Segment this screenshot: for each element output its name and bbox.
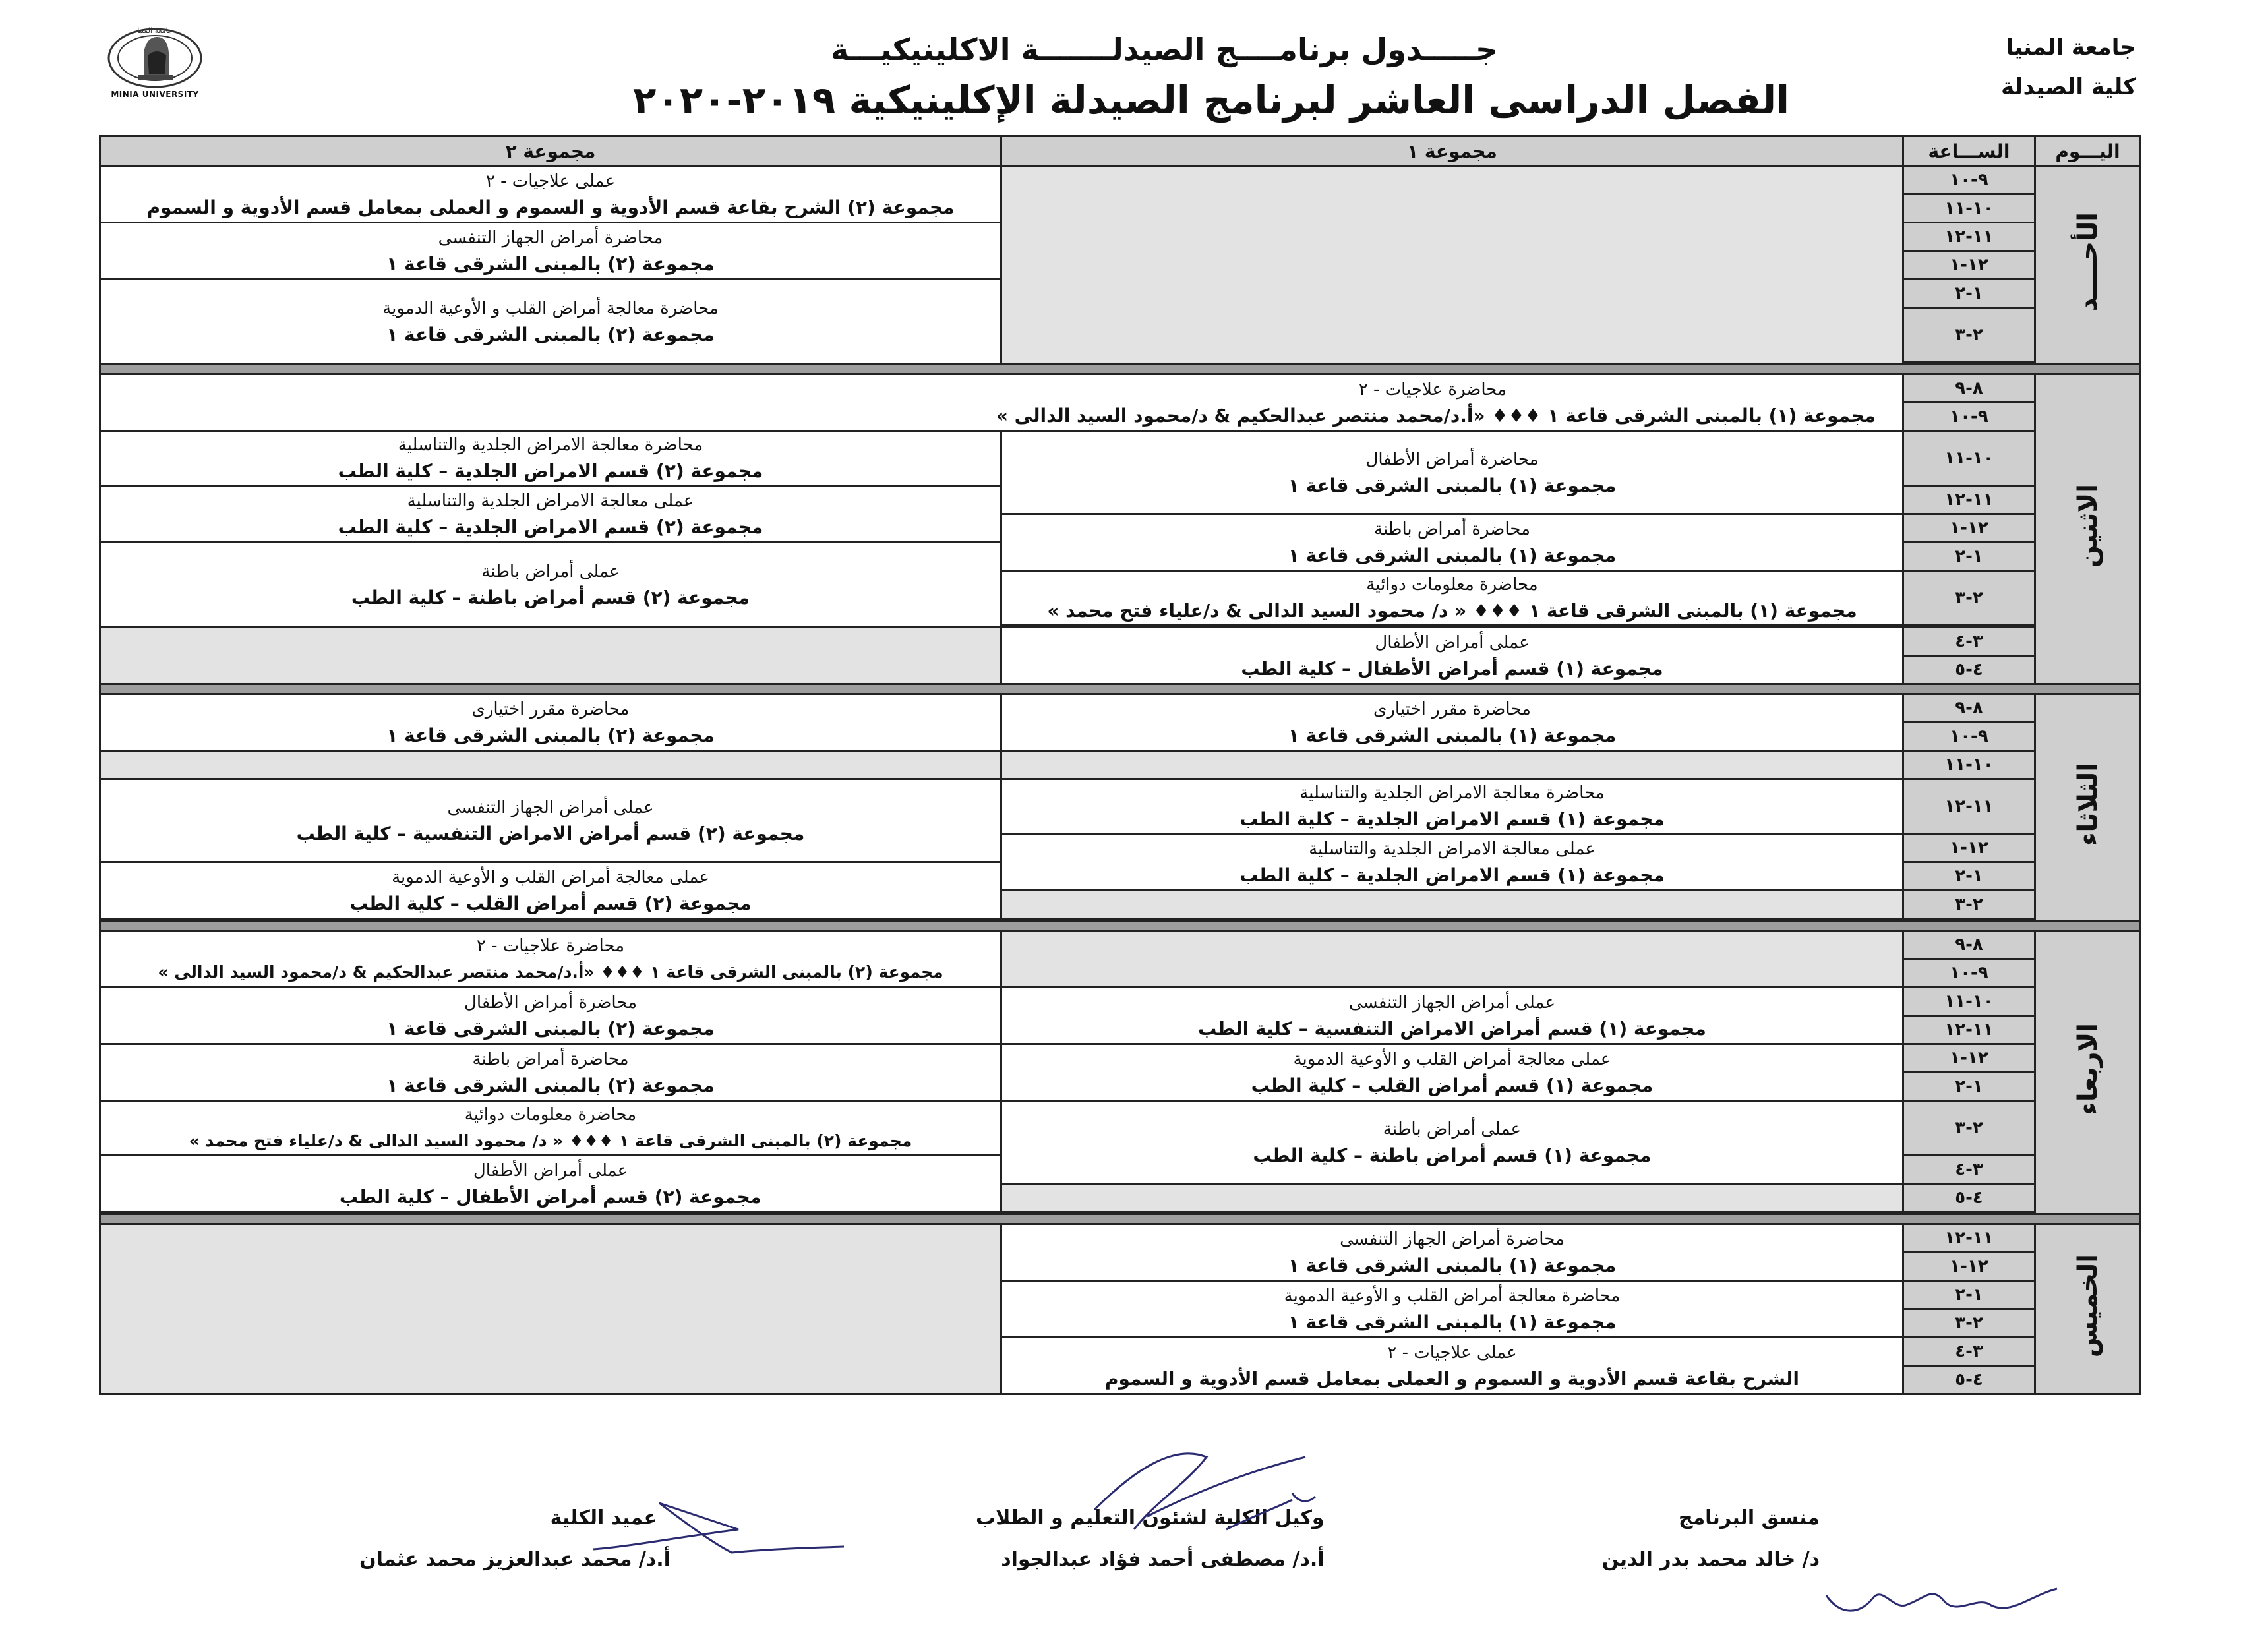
hour-cell: ٢-٣ (1903, 891, 2035, 919)
schedule-table (99, 135, 2141, 1395)
session-title: محاضرة مقرر اختيارى (471, 699, 630, 719)
session-detail: مجموعة (٢) قسم أمراض الامراض التنفسية – كلية الطب (296, 822, 805, 845)
table-row (100, 1224, 2141, 1253)
cell-empty (1001, 931, 1903, 988)
session-title: محاضرة معالجة أمراض القلب و الأوعية الدموية (1284, 1286, 1621, 1306)
hour-cell: ٩-١٠ (1903, 959, 2035, 988)
hour-cell: ٢-٣ (1903, 1101, 2035, 1156)
dean-name: أ.د/ محمد عبدالعزيز محمد عثمان (359, 1548, 671, 1571)
hour-cell: ٢-٣ (1903, 308, 2035, 363)
table-row (100, 628, 2141, 656)
session-title: محاضرة علاجيات - ٢ (1358, 379, 1507, 400)
session-cell (1001, 1044, 1903, 1101)
cell-empty (1001, 1184, 1903, 1212)
table-row (100, 374, 2141, 403)
session-detail: مجموعة (١) بالمبنى الشرقى قاعة ١ (1288, 474, 1617, 496)
session-detail: مجموعة (٢) بالمبنى الشرقى قاعة ١ (386, 1074, 715, 1096)
day-wednesday: الاربعاء (2035, 931, 2141, 1214)
session-title: عملى أمراض الجهاز التنفسى (447, 797, 654, 817)
session-title: محاضرة معلومات دوائية (1366, 575, 1538, 595)
session-detail: مجموعة (١) بالمبنى الشرقى قاعة ١ (1288, 1311, 1617, 1333)
session-detail: مجموعة (٢) قسم أمراض الأطفال – كلية الطب (339, 1185, 762, 1208)
table-row (100, 931, 2141, 959)
session-detail: مجموعة (١) قسم الامراض الجلدية – كلية الطب (1239, 864, 1665, 886)
document-subtitle: الفصل الدراسى العاشر لبرنامج الصيدلة الإكلينيكية ٢٠١٩-٢٠٢٠ (633, 78, 1790, 123)
logo-arabic-text: جامعة المنيا (137, 26, 173, 35)
session-cell (100, 431, 1001, 486)
hour-cell: ٣-٤ (1903, 1338, 2035, 1366)
session-title: عملى معالجة أمراض القلب و الأوعية الدموية (392, 867, 709, 887)
session-detail: مجموعة (١) قسم أمراض القلب – كلية الطب (1251, 1074, 1654, 1096)
vice-dean-signature-block (976, 1506, 1325, 1571)
vice-dean-name: أ.د/ مصطفى أحمد فؤاد عبدالجواد (1001, 1548, 1325, 1571)
session-cell (100, 1156, 1001, 1212)
coordinator-name: د/ خالد محمد بدر الدين (1601, 1548, 1820, 1571)
session-cell (100, 166, 1001, 223)
session-detail: مجموعة (٢) قسم الامراض الجلدية – كلية الطب (338, 460, 763, 482)
session-title: عملى أمراض الأطفال (1375, 632, 1530, 653)
hour-cell: ١-٢ (1903, 1281, 2035, 1309)
session-detail: مجموعة (٢) بالمبنى الشرقى قاعة ١ (386, 724, 715, 746)
session-title: محاضرة علاجيات - ٢ (476, 935, 625, 956)
hour-cell: ١١-١٢ (1903, 486, 2035, 514)
day-separator (100, 365, 2141, 374)
header-day: اليـــوم (2035, 136, 2141, 166)
hour-cell: ٣-٤ (1903, 628, 2035, 656)
hour-cell: ٩-١٠ (1903, 403, 2035, 431)
session-title: محاضرة أمراض باطنة (1374, 519, 1530, 539)
hour-cell: ١٢-١ (1903, 251, 2035, 280)
session-detail: مجموعة (١) قسم أمراض باطنة – كلية الطب (1253, 1144, 1652, 1166)
faculty-name: كلية الصيدلة (2001, 74, 2136, 100)
hour-cell: ١-٢ (1903, 1073, 2035, 1101)
day-sunday: الأحــــد (2035, 166, 2141, 365)
document-title: جـــــدول برنامــــج الصيدلـــــــة الاكلينيكيـــة (831, 32, 1498, 67)
session-title: عملى معالجة الامراض الجلدية والتناسلية (407, 490, 694, 511)
hour-cell: ١٠-١١ (1903, 988, 2035, 1016)
session-title: عملى معالجة أمراض القلب و الأوعية الدموية (1293, 1049, 1611, 1069)
hour-cell: ٤-٥ (1903, 1184, 2035, 1212)
session-title: عملى أمراض باطنة (481, 562, 620, 581)
session-detail: مجموعة (١) بالمبنى الشرقى قاعة ١ (1288, 724, 1617, 746)
session-cell (100, 931, 1001, 988)
session-title: عملى أمراض الجهاز التنفسى (1348, 992, 1555, 1013)
session-title: عملى معالجة الامراض الجلدية والتناسلية (1309, 839, 1596, 859)
table-row (100, 694, 2141, 723)
day-separator (100, 921, 2141, 931)
day-monday: الاثنين (2035, 374, 2141, 684)
session-cell (100, 280, 1001, 365)
session-detail: مجموعة (١) قسم أمراض الامراض التنفسية – كلية الطب (1198, 1017, 1706, 1040)
session-detail: مجموعة (٢) بالمبنى الشرقى قاعة ١ (386, 252, 715, 275)
session-cell (1001, 431, 1903, 514)
session-title: عملى علاجيات - ٢ (1387, 1342, 1517, 1363)
hour-cell: ١٢-١ (1903, 834, 2035, 862)
hour-cell: ١١-١٢ (1903, 779, 2035, 834)
hour-cell: ١١-١٢ (1903, 223, 2035, 251)
session-detail: مجموعة (١) قسم الامراض الجلدية – كلية الطب (1239, 808, 1665, 830)
hour-cell: ١٠-١١ (1903, 194, 2035, 223)
session-title: محاضرة مقرر اختيارى (1373, 699, 1531, 719)
session-cell (100, 486, 1001, 543)
hour-cell: ١-٢ (1903, 543, 2035, 571)
session-cell (100, 1101, 1001, 1156)
university-name: جامعة المنيا (2006, 34, 2136, 61)
session-title: محاضرة معالجة أمراض القلب و الأوعية الدموية (382, 299, 719, 318)
table-row (100, 1044, 2141, 1073)
hour-cell: ١٢-١ (1903, 1253, 2035, 1281)
hour-cell: ٨-٩ (1903, 694, 2035, 723)
coordinator-signature-block (1602, 1506, 1820, 1571)
session-cell (100, 374, 1903, 431)
cell-empty (100, 628, 1001, 684)
table-row (100, 1101, 2141, 1156)
session-cell (1001, 1338, 1903, 1394)
session-cell (100, 694, 1001, 751)
header-hour: الســـاعة (1903, 136, 2035, 166)
coordinator-handwritten-signature (1820, 1569, 2070, 1628)
header-group-1: مجموعة ١ (1001, 136, 1903, 166)
coordinator-role: منسق البرنامج (1678, 1506, 1820, 1529)
hour-cell: ١٠-١١ (1903, 431, 2035, 486)
session-title: محاضرة معلومات دوائية (464, 1105, 637, 1125)
session-cell (1001, 1224, 1903, 1281)
session-title: محاضرة أمراض الجهاز التنفسى (438, 227, 663, 248)
hour-cell: ١٢-١ (1903, 514, 2035, 543)
cell-empty (1001, 751, 1903, 779)
session-cell (1001, 1101, 1903, 1184)
day-thursday: الخميس (2035, 1224, 2141, 1394)
logo-english-text: MINIA UNIVERSITY (111, 90, 199, 99)
day-tuesday: الثلاثاء (2035, 694, 2141, 921)
hour-cell: ٩-١٠ (1903, 723, 2035, 751)
session-detail: مجموعة (٢) بالمبنى الشرقى قاعة ١ ♦♦♦ « د/ محمود السيد الدالى & د/علياء فتح محمد » (189, 1131, 912, 1150)
day-separator (100, 684, 2141, 694)
session-title: عملى أمراض باطنة (1383, 1119, 1522, 1139)
day-separator (100, 1214, 2141, 1224)
session-detail: مجموعة (٢) بالمبنى الشرقى قاعة ١ (386, 1017, 715, 1040)
hour-cell: ٣-٤ (1903, 1156, 2035, 1184)
hour-cell: ٨-٩ (1903, 374, 2035, 403)
cell-empty (1001, 166, 1903, 365)
vice-dean-role: وكيل الكلية لشئون التعليم و الطلاب (976, 1506, 1325, 1529)
session-cell (100, 862, 1001, 919)
session-title: محاضرة أمراض الأطفال (463, 992, 638, 1013)
session-cell (100, 543, 1001, 628)
table-row (100, 431, 2141, 486)
session-cell (1001, 834, 1903, 891)
header-group-2: مجموعة ٢ (100, 136, 1001, 166)
table-header-row (100, 136, 2141, 166)
session-detail: مجموعة (٢) قسم أمراض باطنة – كلية الطب (351, 587, 750, 608)
dean-signature-block (359, 1506, 671, 1571)
hour-cell: ٤-٥ (1903, 656, 2035, 684)
session-cell (100, 1044, 1001, 1101)
table-row (100, 988, 2141, 1016)
session-title: محاضرة أمراض الجهاز التنفسى (1340, 1229, 1565, 1249)
session-title: محاضرة معالجة الامراض الجلدية والتناسلية (398, 435, 703, 455)
session-cell (1001, 1281, 1903, 1338)
session-detail: مجموعة (٢) قسم أمراض القلب – كلية الطب (349, 892, 752, 914)
hour-cell: ٨-٩ (1903, 931, 2035, 959)
dean-role: عميد الكلية (550, 1506, 657, 1529)
session-cell (1001, 694, 1903, 751)
session-detail: مجموعة (١) بالمبنى الشرقى قاعة ١ (1288, 1254, 1617, 1276)
table-row (100, 751, 2141, 779)
table-row (100, 166, 2141, 194)
session-detail: مجموعة (٢) بالمبنى الشرقى قاعة ١ (386, 324, 715, 345)
session-cell (1001, 628, 1903, 684)
cell-empty (100, 751, 1001, 779)
hour-cell: ١-٢ (1903, 280, 2035, 308)
hour-cell: ١-٢ (1903, 862, 2035, 891)
session-detail: مجموعة (١) قسم أمراض الأطفال – كلية الطب (1241, 657, 1663, 680)
session-detail: مجموعة (٢) قسم الامراض الجلدية – كلية الطب (338, 516, 763, 538)
table-row (100, 779, 2141, 834)
session-detail: الشرح بقاعة قسم الأدوية و السموم و العملى بمعامل قسم الأدوية و السموم (1105, 1367, 1799, 1390)
hour-cell: ١١-١٢ (1903, 1224, 2035, 1253)
session-detail: مجموعة (٢) بالمبنى الشرقى قاعة ١ ♦♦♦ «أ.د/محمد منتصر عبدالحكيم & د/محمود السيد الدالى » (158, 962, 943, 982)
hour-cell: ٢-٣ (1903, 1309, 2035, 1338)
hour-cell: ٩-١٠ (1903, 166, 2035, 194)
university-logo (105, 24, 204, 103)
hour-cell: ١٠-١١ (1903, 751, 2035, 779)
session-cell (100, 988, 1001, 1044)
hour-cell: ١١-١٢ (1903, 1016, 2035, 1044)
hour-cell: ١٢-١ (1903, 1044, 2035, 1073)
session-detail: مجموعة (١) بالمبنى الشرقى قاعة ١ (1288, 544, 1617, 566)
cell-empty (1001, 891, 1903, 919)
session-cell (1001, 779, 1903, 834)
session-cell (1001, 988, 1903, 1044)
hour-cell: ٢-٣ (1903, 571, 2035, 626)
session-detail: مجموعة (١) بالمبنى الشرقى قاعة ١ ♦♦♦ « د/ محمود السيد الدالى & د/علياء فتح محمد » (1047, 600, 1857, 622)
session-cell (100, 223, 1001, 280)
session-detail: مجموعة (٢) الشرح بقاعة قسم الأدوية و السموم و العملى بمعامل قسم الأدوية و السموم (146, 196, 955, 218)
session-detail: مجموعة (١) بالمبنى الشرقى قاعة ١ ♦♦♦ «أ.د/محمد منتصر عبدالحكيم & د/محمود السيد الدالى » (996, 404, 1876, 427)
session-title: محاضرة أمراض الأطفال (1365, 449, 1539, 469)
session-cell (1001, 514, 1903, 571)
cell-empty (100, 1224, 1001, 1394)
session-title: محاضرة معالجة الامراض الجلدية والتناسلية (1299, 783, 1605, 803)
session-title: محاضرة أمراض باطنة (472, 1049, 629, 1069)
session-cell (100, 779, 1001, 862)
session-title: عملى أمراض الأطفال (473, 1160, 628, 1181)
session-cell (1001, 571, 1903, 626)
session-title: عملى علاجيات - ٢ (485, 171, 616, 191)
pharaoh-bust-icon (105, 24, 204, 90)
hour-cell: ٤-٥ (1903, 1366, 2035, 1394)
